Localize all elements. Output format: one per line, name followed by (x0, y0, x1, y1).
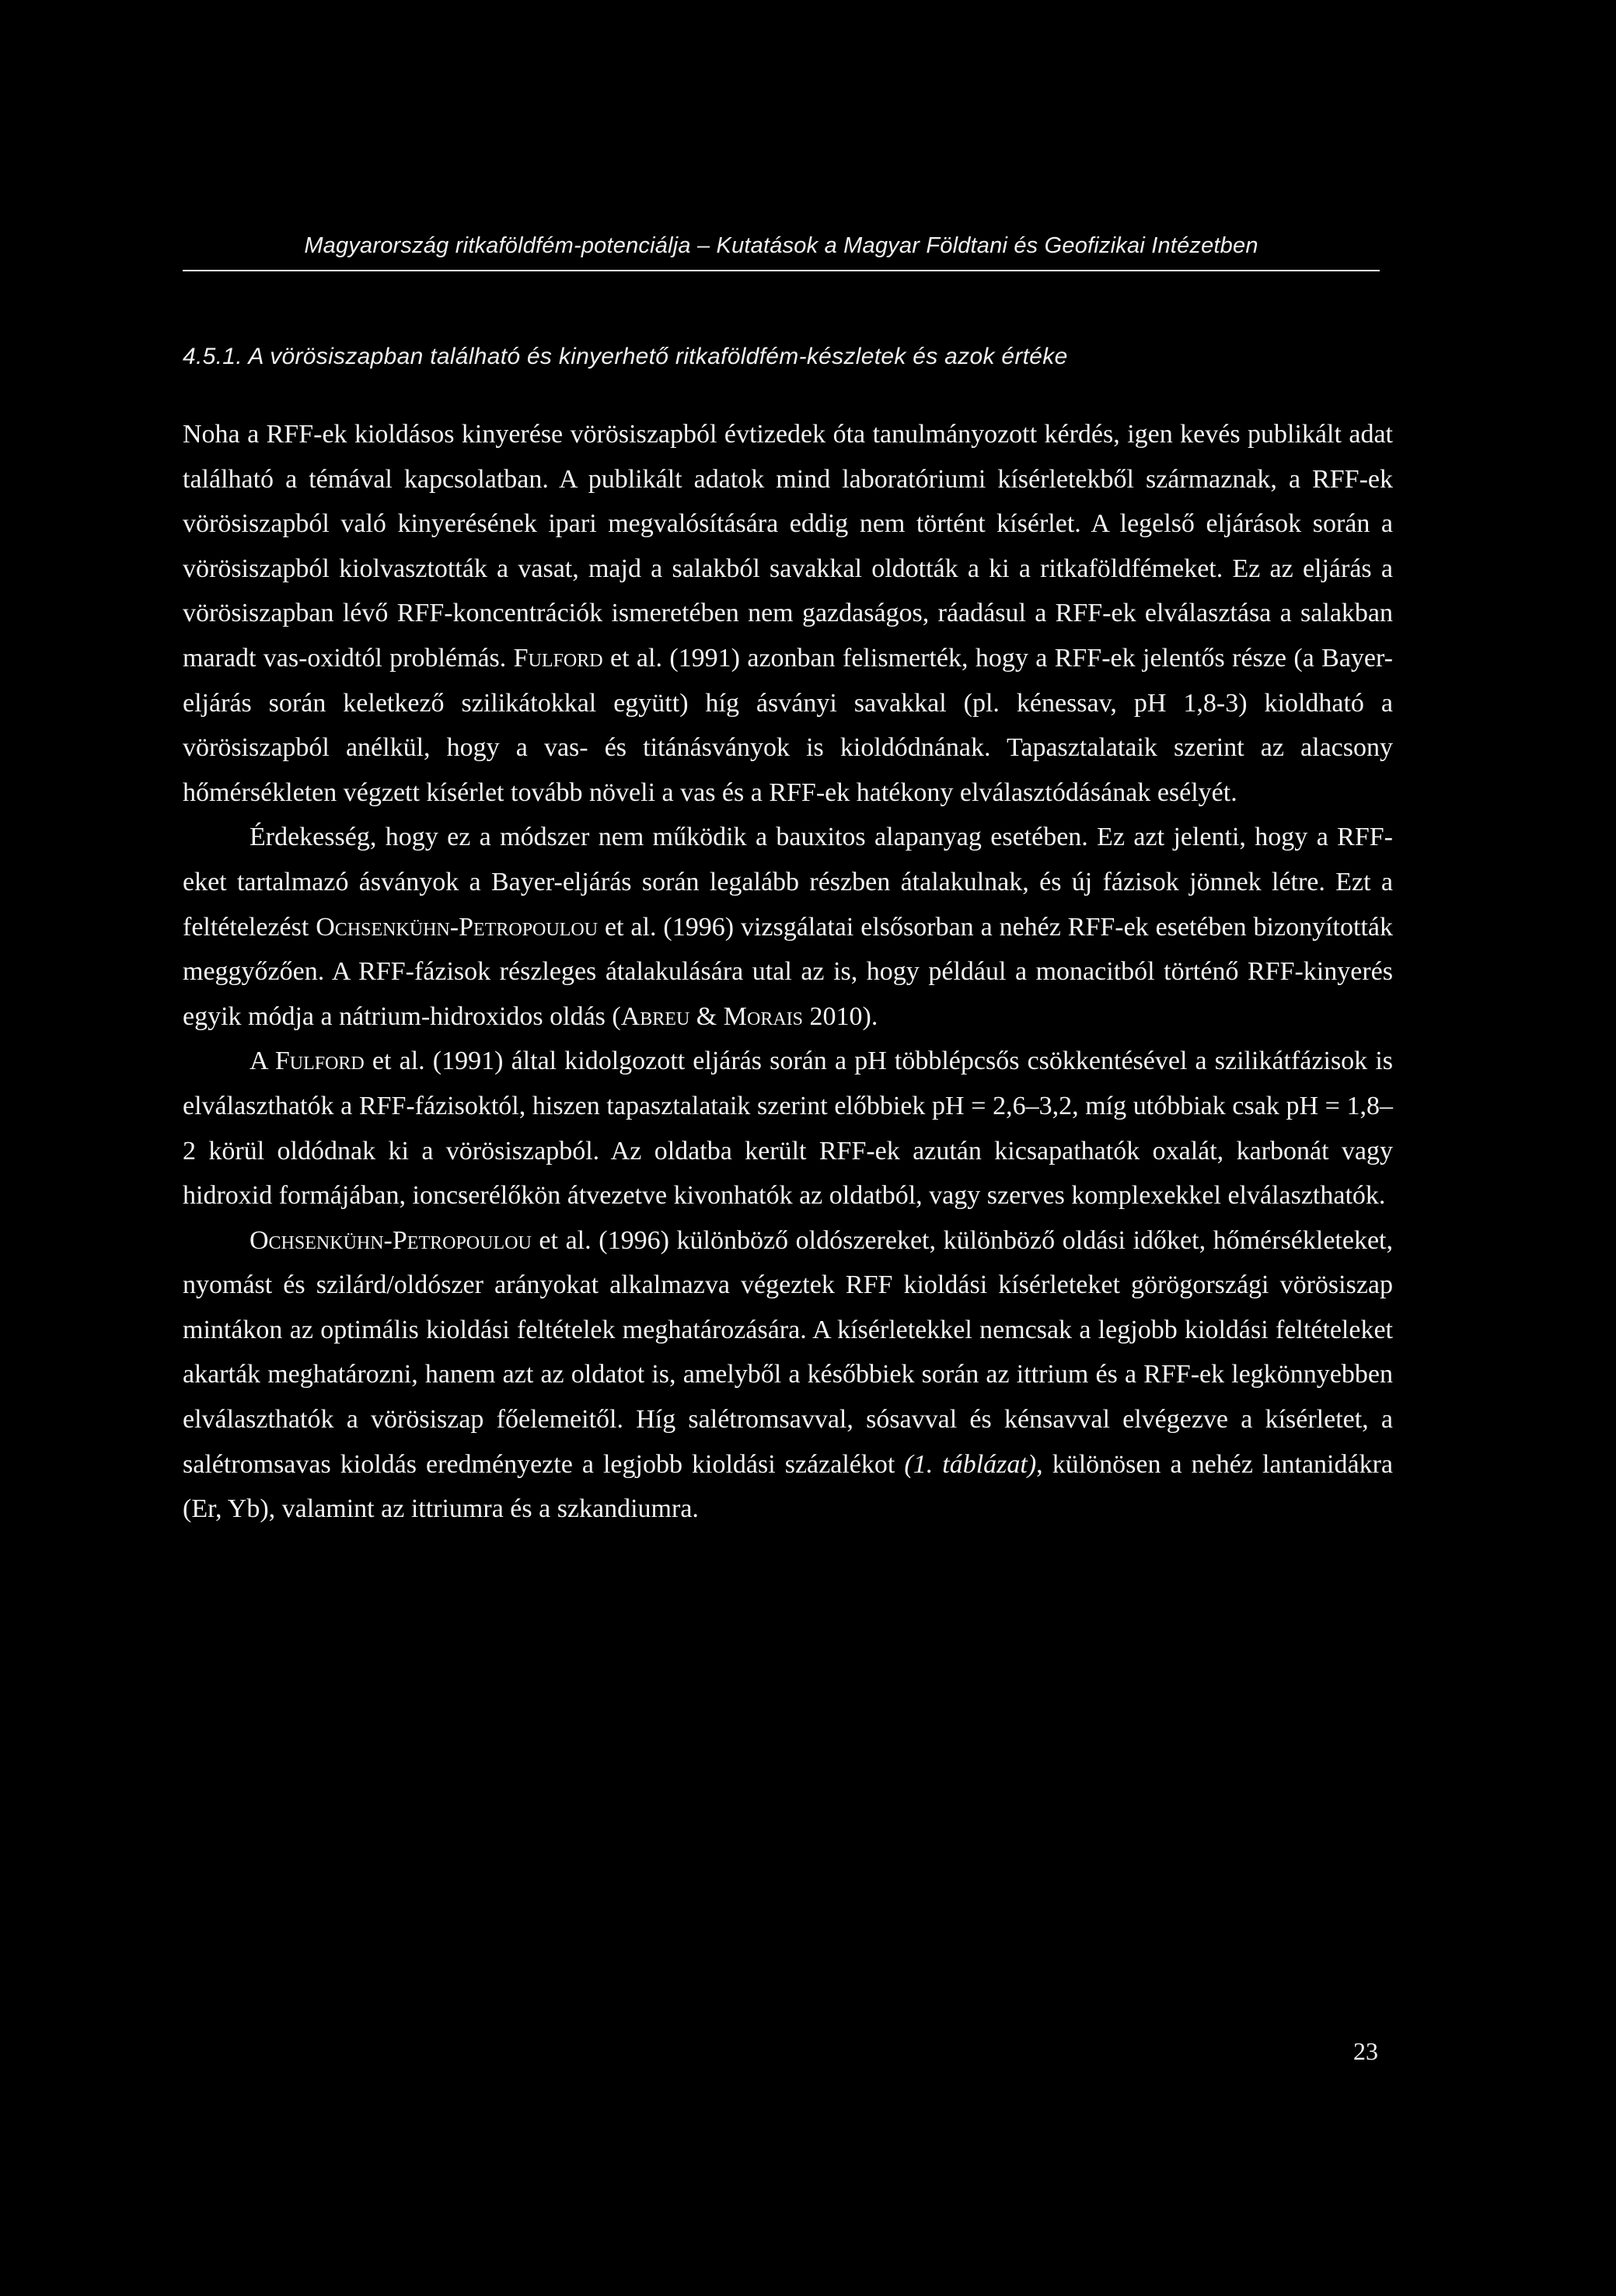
author-citation: Ochsenkühn-Petropoulou (250, 1225, 532, 1255)
paragraph-4-text-a: et al. (1996) különböző oldószereket, különböző oldási időket, hőmérsékleteket, nyomást és szilárd/oldószer arányokat alkalmazva végeztek RFF kioldási kísérleteket görögországi vörösiszap mintákon az optimális kioldási feltételek meghatározására. A kísérletekkel nemcsak a legjobb kioldási feltételeket akarták meghatározni, hanem azt az oldatot is, amelyből a későbbiek során az ittrium és a RFF-ek legkönnyebben elválaszthatók a vörösiszap főelemeitől. Híg salétromsavval, sósavval és kénsavval elvégezve a kísérletet, a salétromsavas kioldás eredményezte a legjobb kioldási százalékot (183, 1225, 1393, 1479)
paragraph-2-text-a: Érdekesség, hogy ez a módszer nem működik a bauxitos alapanyag esetében. Ez azt jelenti, hogy a RFF-eket tartalmazó ásványok a Bayer-eljárás során legalább részben átalakulnak, és új fázisok jönnek létre. Ezt a feltételezést (183, 823, 1393, 942)
paragraph-1-text-b: et al. (1991) azonban felismerték, hogy a RFF-ek jelentős része (a Bayer-eljárás során keletkező szilikátokkal együtt) híg ásványi savakkal (pl. kénessav, pH 1,8-3) kioldható a vörösiszapból anélkül, hogy a vas- és titánásványok is kioldódnának. Tapasztalataik szerint az alacsony hőmérsékleten végzett kísérlet tovább növeli a vas és a RFF-ek hatékony elválasztódásának esélyét. (183, 643, 1393, 807)
paragraph-3-text-b: et al. (1991) által kidolgozott eljárás során a pH többlépcsős csökkentésével a szilikátfázisok is elválaszthatók a RFF-fázisoktól, hiszen tapasztalataik szerint előbbiek pH = 2,6–3,2, míg utóbbiak csak pH = 1,8–2 körül oldódnak ki a vörösiszapból. Az oldatba került RFF-ek azután kicsapathatók oxalát, karbonát vagy hidroxid formájában, ioncserélőkön átvezetve kivonhatók az oldatból, vagy szerves komplexekkel elválaszthatók. (183, 1047, 1393, 1211)
author-citation: Fulford (513, 643, 603, 673)
page-number: 23 (1353, 2037, 1378, 2065)
paragraph-3-text-a: A (250, 1047, 275, 1076)
body-text (183, 412, 1393, 1532)
author-citation: Ochsenkühn-Petropoulou (316, 912, 599, 942)
paragraph-1 (183, 412, 1393, 815)
author-citation: Morais (723, 1001, 803, 1031)
author-citation: Fulford (274, 1047, 365, 1076)
running-header (183, 233, 1380, 271)
paragraph-2-text-b: et al. (1996) vizsgálatai elsősorban a nehéz RFF-ek esetében bizonyították meggyőzően. A RFF-fázisok részleges átalakulására utal az is, hogy például a monacitból történő RFF-kinyerés egyik módja a nátrium-hidroxidos oldás ( (183, 912, 1393, 1031)
paragraph-4 (183, 1218, 1393, 1532)
table-reference: (1. táblázat) (904, 1449, 1037, 1479)
paragraph-1-text-a: Noha a RFF-ek kioldásos kinyerése vörösiszapból évtizedek óta tanulmányozott kérdés, igen kevés publikált adat található a témával kapcsolatban. A publikált adatok mind laboratóriumi kísérletekből származnak, a RFF-ek vörösiszapból való kinyerésének ipari megvalósítására eddig nem történt kísérlet. A legelső eljárások során a vörösiszapból kiolvasztották a vasat, majd a salakból savakkal oldották a ki a ritkaföldfémeket. Ez az eljárás a vörösiszapban lévő RFF-koncentrációk ismeretében nem gazdaságos, ráadásul a RFF-ek elválasztása a salakban maradt vas-oxidtól problémás. (183, 420, 1393, 673)
author-citation: Abreu (620, 1001, 690, 1031)
section-heading: 4.5.1. A vörösiszapban található és kinyerhető ritkaföldfém-készletek és azok értéke (183, 344, 1068, 369)
running-title: Magyarország ritkaföldfém-potenciálja – Kutatások a Magyar Földtani és Geofizikai Intézetben (304, 233, 1258, 258)
paragraph-2 (183, 815, 1393, 1039)
paragraph-4-text-b: , különösen a nehéz lantanidákra (Er, Yb), valamint az ittriumra és a szkandiumra. (183, 1449, 1393, 1524)
ampersand: & (689, 1001, 724, 1031)
paragraph-2-text-c: 2010). (803, 1001, 878, 1031)
paragraph-3 (183, 1039, 1393, 1218)
